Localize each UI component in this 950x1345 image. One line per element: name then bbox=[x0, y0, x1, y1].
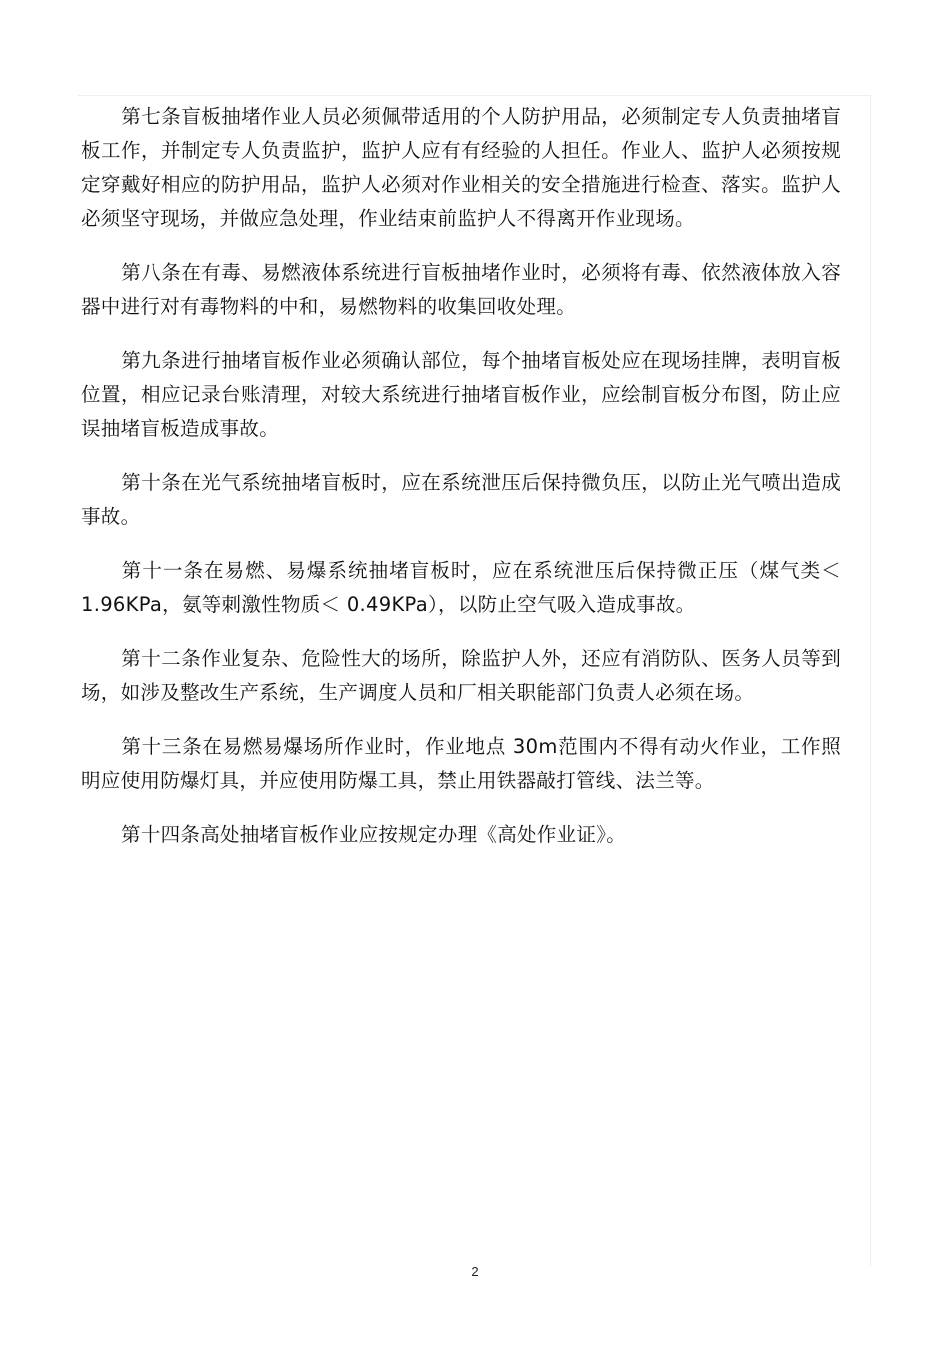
article-14-text: 第十四条高处抽堵盲板作业应按规定办理《高处作业证》。 bbox=[121, 823, 627, 846]
article-11 bbox=[81, 554, 841, 622]
article-13 bbox=[81, 730, 841, 798]
article-7 bbox=[81, 100, 841, 236]
article-9 bbox=[81, 344, 841, 446]
document-body bbox=[81, 100, 841, 872]
article-13-text: 第十三条在易燃易爆场所作业时，作业地点 30m范围内不得有动火作业，工作照明应使用防爆灯具，并应使用防爆工具，禁止用铁器敲打管线、法兰等。 bbox=[81, 735, 841, 792]
article-12-text: 第十二条作业复杂、危险性大的场所，除监护人外，还应有消防队、医务人员等到场，如涉及整改生产系统，生产调度人员和厂相关职能部门负责人必须在场。 bbox=[81, 647, 841, 704]
article-10-text: 第十条在光气系统抽堵盲板时，应在系统泄压后保持微负压，以防止光气喷出造成事故。 bbox=[81, 471, 841, 528]
page-number: 2 bbox=[471, 1264, 479, 1279]
article-8-text: 第八条在有毒、易燃液体系统进行盲板抽堵作业时，必须将有毒、依然液体放入容器中进行对有毒物料的中和，易燃物料的收集回收处理。 bbox=[81, 261, 841, 318]
article-8 bbox=[81, 256, 841, 324]
article-14 bbox=[81, 818, 841, 852]
article-10 bbox=[81, 466, 841, 534]
article-12 bbox=[81, 642, 841, 710]
article-9-text: 第九条进行抽堵盲板作业必须确认部位，每个抽堵盲板处应在现场挂牌，表明盲板位置，相应记录台账清理，对较大系统进行抽堵盲板作业，应绘制盲板分布图，防止应误抽堵盲板造成事故。 bbox=[81, 349, 841, 440]
article-11-text: 第十一条在易燃、易爆系统抽堵盲板时，应在系统泄压后保持微正压（煤气类＜1.96KPa，氨等刺激性物质＜ 0.49KPa），以防止空气吸入造成事故。 bbox=[81, 559, 841, 616]
article-7-text: 第七条盲板抽堵作业人员必须佩带适用的个人防护用品，必须制定专人负责抽堵盲板工作，并制定专人负责监护，监护人应有有经验的人担任。作业人、监护人必须按规定穿戴好相应的防护用品，监护人必须对作业相关的安全措施进行检查、落实。监护人必须坚守现场，并做应急处理，作业结束前监护人不得离开作业现场。 bbox=[81, 105, 841, 230]
